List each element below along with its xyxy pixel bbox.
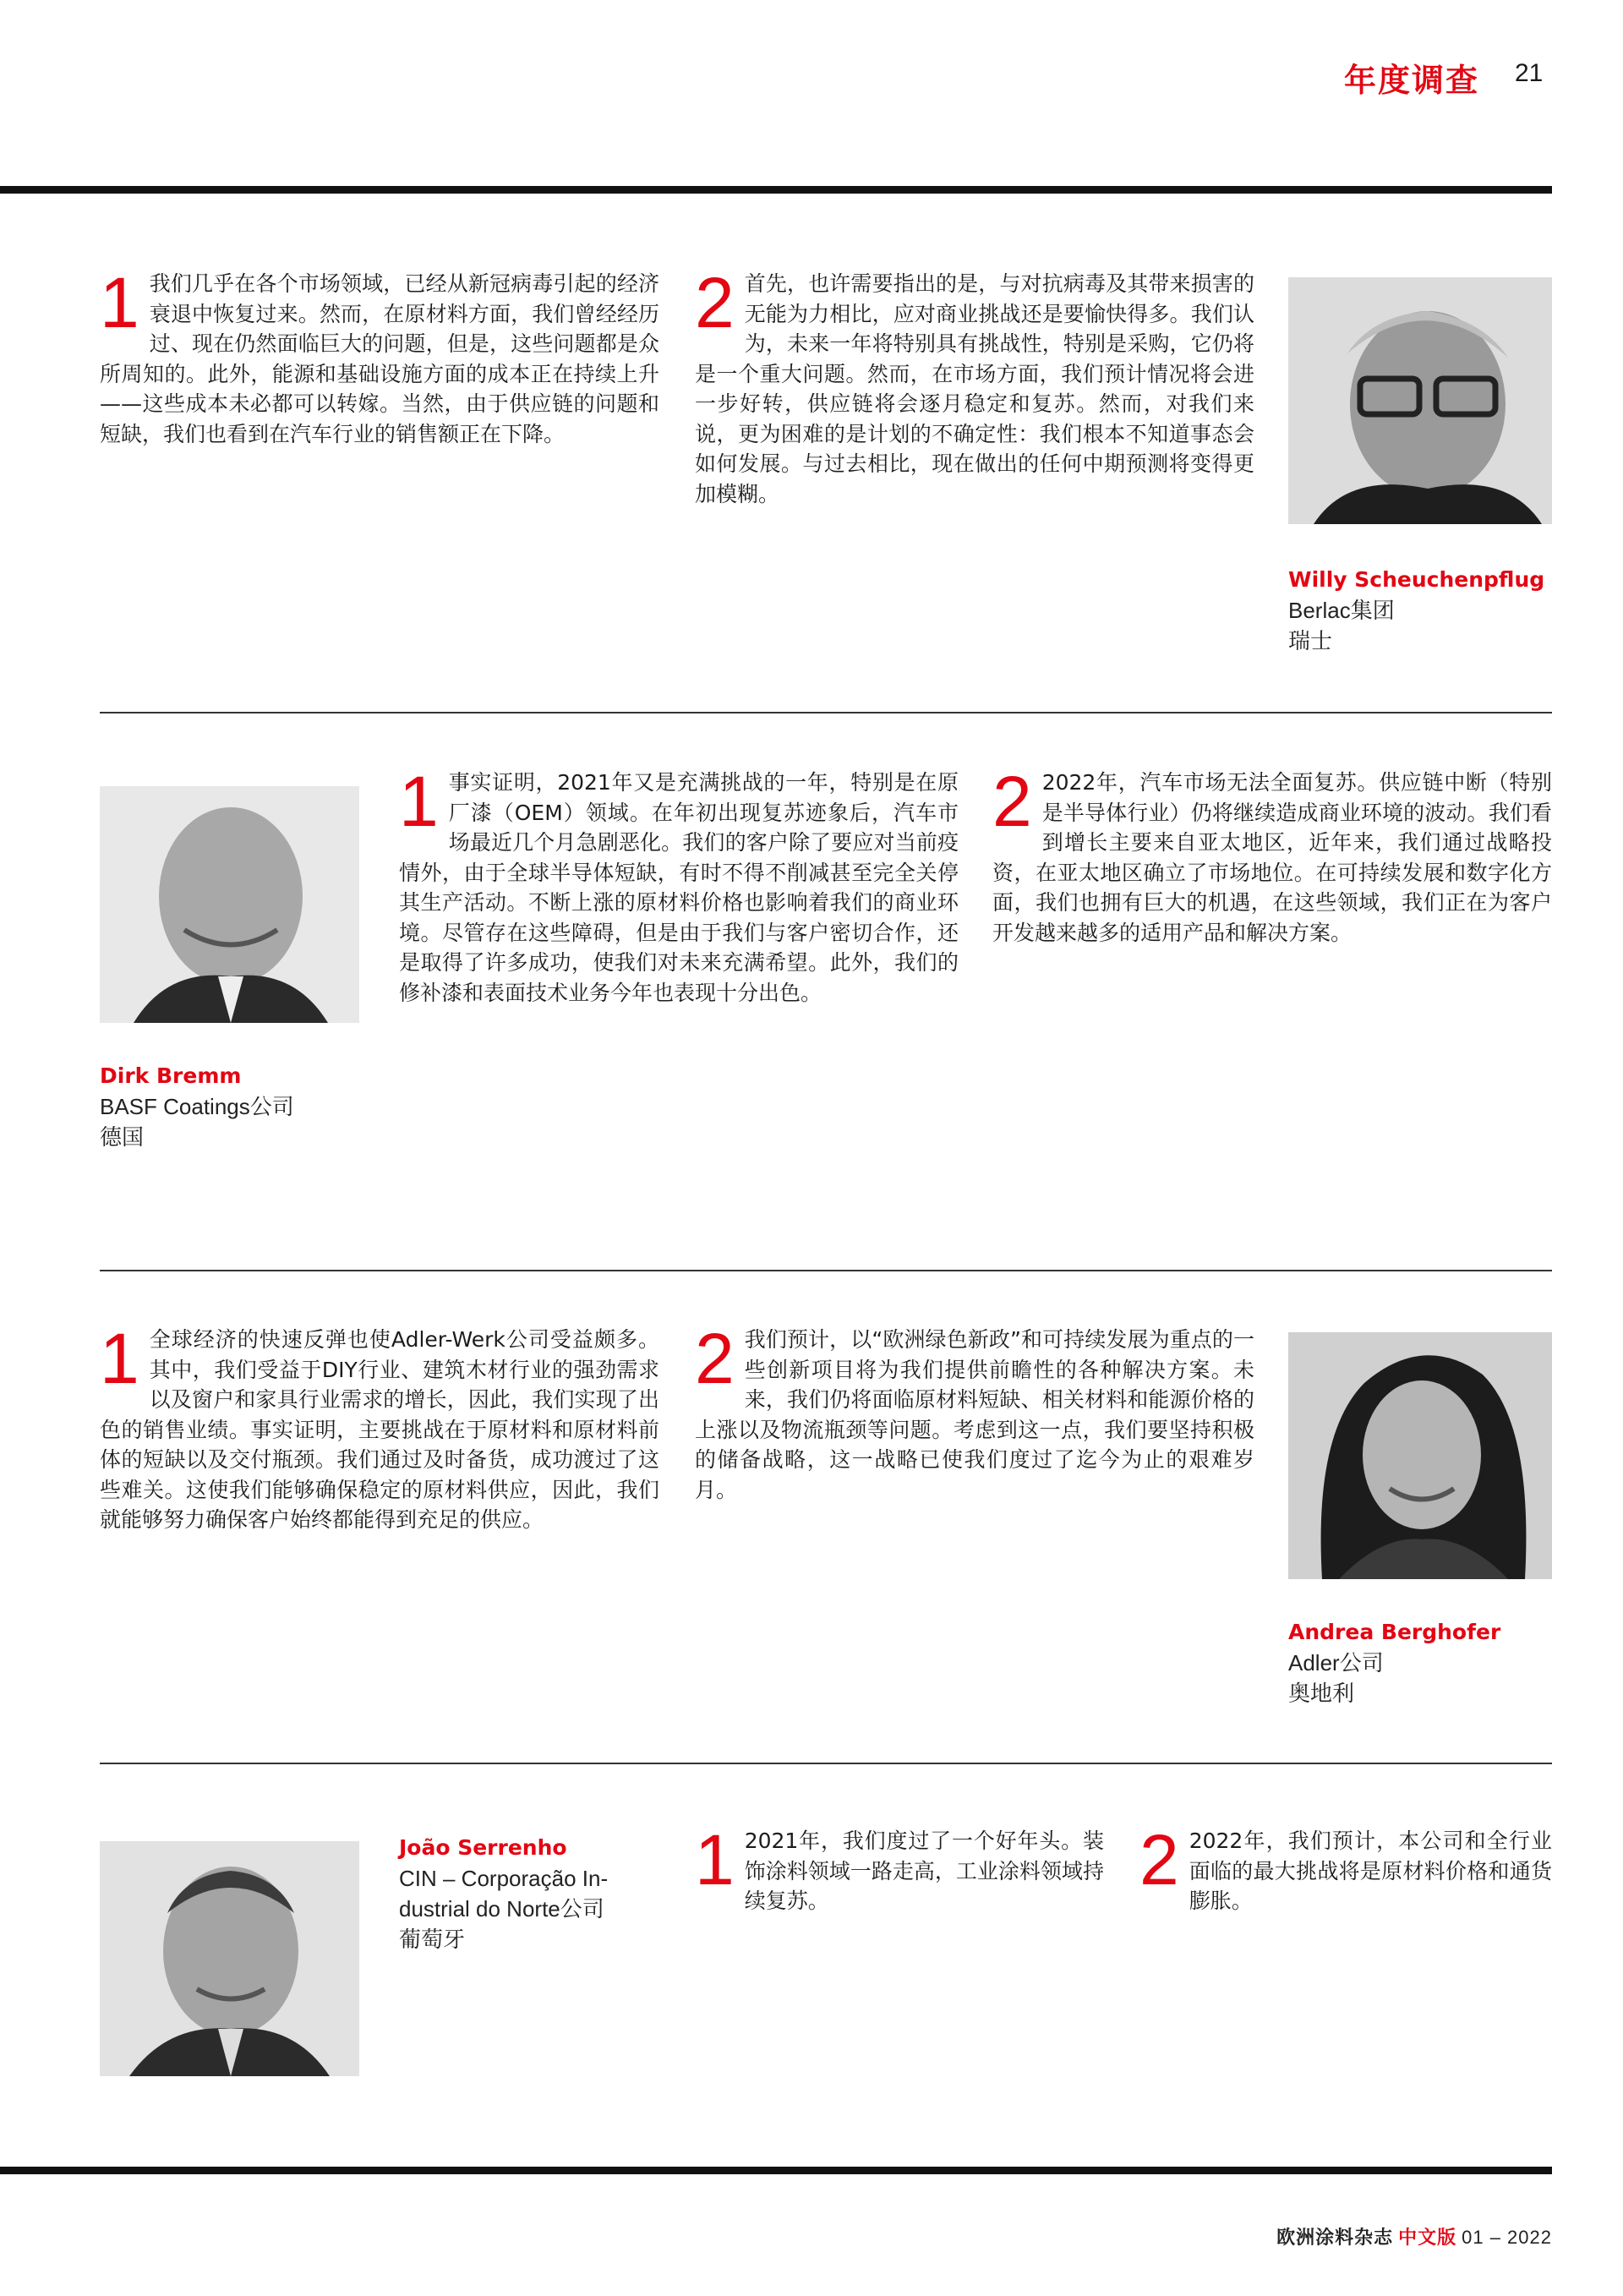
portrait-photo-dirk: [100, 786, 359, 1023]
answer-text: 2022年，汽车市场无法全面复苏。供应链中断（特别是半导体行业）仍将继续造成商业环境的波动。我们看到增长主要来自亚太地区，近年来，我们通过战略投资，在亚太地区确立了市场地位。在可持续发展和数字化方面，我们也拥有巨大的机遇，在这些领域，我们正在为客户开发越来越多的适用产品和解决方案。: [992, 770, 1552, 945]
section-divider: [100, 712, 1552, 713]
magazine-name: 欧洲涂料杂志: [1276, 2228, 1394, 2249]
answer-2-joao: [1139, 1820, 1552, 1916]
footer: [1276, 2223, 1552, 2250]
answer-text: 全球经济的快速反弹也使Adler-Werk公司受益颇多。其中，我们受益于DIY行业、建筑木材行业的强劲需求以及窗户和家具行业需求的增长，因此，我们实现了出色的销售业绩。事实证明，主要挑战在于原材料和原材料前体的短缺以及交付瓶颈。我们通过及时备货，成功渡过了这些难关。这使我们能够确保稳定的原材料供应，因此，我们就能够努力确保客户始终都能得到充足的供应。: [100, 1327, 659, 1532]
answer-2-andrea: [695, 1319, 1254, 1505]
section-title: 年度调查: [1344, 62, 1480, 99]
answer-text: 2021年，我们度过了一个好年头。装饰涂料领域一路走高，工业涂料领域持续复苏。: [744, 1829, 1104, 1913]
person-name: João Serrenho: [399, 1835, 567, 1860]
answer-1-dirk: [399, 762, 959, 1008]
answer-number: 2: [992, 762, 1032, 841]
section-divider: [100, 1270, 1552, 1271]
person-country: 德国: [100, 1124, 145, 1150]
person-country: 葡萄牙: [399, 1927, 466, 1952]
person-info-joao: [399, 1833, 608, 1954]
answer-1-joao: [695, 1820, 1104, 1916]
answer-number: 1: [695, 1820, 735, 1900]
portrait-icon: [1288, 277, 1552, 524]
person-company: Berlac集团: [1288, 598, 1395, 623]
portrait-icon: [100, 1841, 359, 2076]
portrait-icon: [100, 786, 359, 1023]
portrait-photo-joao: [100, 1841, 359, 2076]
person-country: 奥地利: [1288, 1681, 1355, 1706]
portrait-photo-willy: [1288, 277, 1552, 524]
person-info-andrea: [1288, 1617, 1500, 1708]
issue-number: 01 – 2022: [1462, 2227, 1552, 2248]
answer-number: 2: [1139, 1820, 1179, 1900]
portrait-photo-andrea: [1288, 1332, 1552, 1579]
footer-rule: [0, 2167, 1552, 2174]
section-divider: [100, 1763, 1552, 1764]
answer-number: 1: [399, 762, 439, 841]
answer-1-willy: [100, 263, 659, 449]
answer-text: 我们预计，以“欧洲绿色新政”和可持续发展为重点的一些创新项目将为我们提供前瞻性的各种解决方案。未来，我们仍将面临原材料短缺、相关材料和能源价格的上涨以及物流瓶颈等问题。考虑到这一点，我们要坚持积极的储备战略，这一战略已使我们度过了迄今为止的艰难岁月。: [695, 1327, 1254, 1502]
edition-label: 中文版: [1398, 2228, 1457, 2249]
answer-2-dirk: [992, 762, 1552, 948]
person-info-dirk: [100, 1061, 294, 1152]
page-number: 21: [1515, 59, 1544, 87]
person-info-willy: [1288, 565, 1544, 656]
header-rule: [0, 186, 1552, 194]
answer-1-andrea: [100, 1319, 659, 1535]
person-company: Adler公司: [1288, 1650, 1384, 1676]
person-name: Dirk Bremm: [100, 1063, 242, 1088]
person-name: Willy Scheuchenpflug: [1288, 567, 1545, 592]
person-company: BASF Coatings公司: [100, 1094, 294, 1119]
answer-number: 1: [100, 1319, 139, 1398]
answer-number: 1: [100, 263, 139, 342]
portrait-icon: [1288, 1332, 1552, 1579]
answer-2-willy: [695, 263, 1254, 509]
person-company-line1: CIN – Corporação In-: [399, 1866, 609, 1891]
answer-text: 我们几乎在各个市场领域，已经从新冠病毒引起的经济衰退中恢复过来。然而，在原材料方面，我们曾经经历过、现在仍然面临巨大的问题，但是，这些问题都是众所周知的。此外，能源和基础设施方面的成本正在持续上升——这些成本未必都可以转嫁。当然，由于供应链的问题和短缺，我们也看到在汽车行业的销售额正在下降。: [100, 271, 659, 446]
person-country: 瑞士: [1288, 628, 1333, 653]
answer-text: 首先，也许需要指出的是，与对抗病毒及其带来损害的无能为力相比，应对商业挑战还是要愉快得多。我们认为，未来一年将特别具有挑战性，特别是采购，它仍将是一个重大问题。然而，在市场方面，我们预计情况将会进一步好转，供应链将会逐月稳定和复苏。然而，对我们来说，更为困难的是计划的不确定性：我们根本不知道事态会如何发展。与过去相比，现在做出的任何中期预测将变得更加模糊。: [695, 271, 1254, 506]
answer-text: 2022年，我们预计，本公司和全行业面临的最大挑战将是原材料价格和通货膨胀。: [1189, 1829, 1552, 1913]
person-company-line2: dustrial do Norte公司: [399, 1896, 604, 1922]
answer-number: 2: [695, 263, 735, 342]
answer-number: 2: [695, 1319, 735, 1398]
answer-text: 事实证明，2021年又是充满挑战的一年，特别是在原厂漆（OEM）领域。在年初出现复苏迹象后，汽车市场最近几个月急剧恶化。我们的客户除了要应对当前疫情外，由于全球半导体短缺，有时不得不削减甚至完全关停其生产活动。不断上涨的原材料价格也影响着我们的商业环境。尽管存在这些障碍，但是由于我们与客户密切合作，还是取得了许多成功，使我们对未来充满希望。此外，我们的修补漆和表面技术业务今年也表现十分出色。: [399, 770, 959, 1005]
person-name: Andrea Berghofer: [1288, 1620, 1501, 1644]
